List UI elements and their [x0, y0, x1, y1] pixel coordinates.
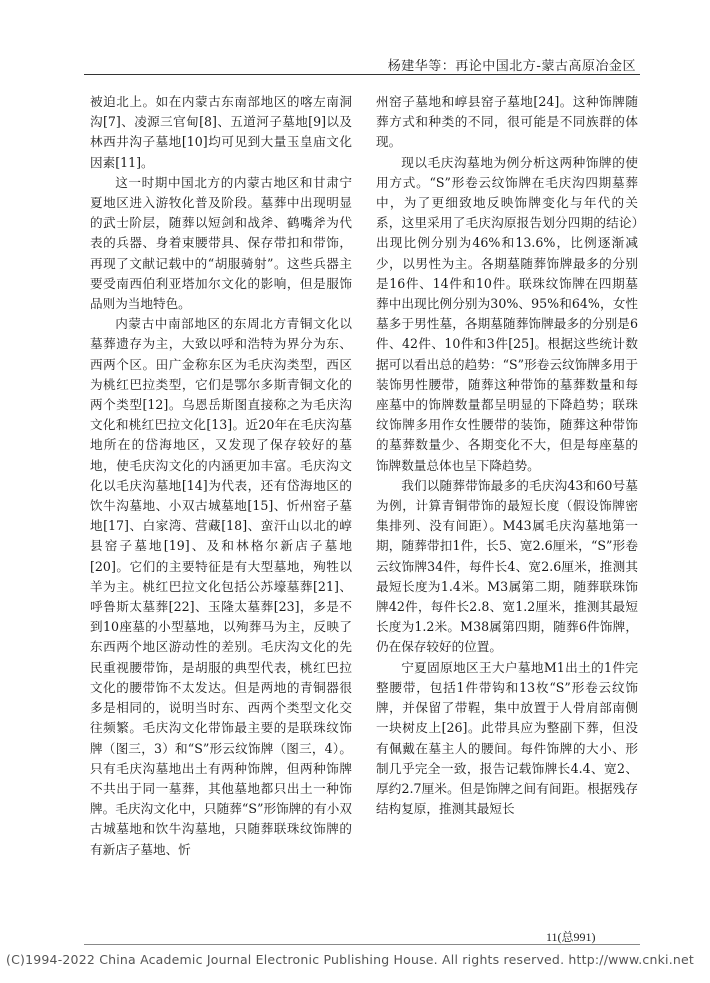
footer-rule	[84, 944, 640, 945]
paragraph: 州窑子墓地和崞县窑子墓地[24]。这种饰牌随葬方式和种类的不同，很可能是不同族群的体现。	[376, 94, 638, 150]
paragraph: 现以毛庆沟墓地为例分析这两种饰牌的使用方式。“S”形卷云纹饰牌在毛庆沟四期墓葬中，为了更细致地反映饰牌变化与年代的关系，这里采用了毛庆沟原报告划分四期的结论）出现比例分别为46%和13.6%，比例逐渐减少，以男性为主。各期墓随葬饰牌最多的分别是16件、14件和10件。联珠纹饰牌在四期墓葬中出现比例分别为30%、95%和64%，女性墓多于男性墓，各期墓随葬饰牌最多的分别是6件、42件、10件和3件[25]。根据这些统计数据可以看出总的趋势：“S”形卷云纹饰牌多用于装饰男性腰带，随葬这种带饰的墓葬数量和每座墓中的饰牌数量都呈明显的下降趋势；联珠纹饰牌多用作女性腰带的装饰，随葬这种带饰的墓葬数量少、各期变化不大，但是每座墓的饰牌数量总体也呈下降趋势。	[376, 154, 638, 473]
paragraph: 被迫北上。如在内蒙古东南部地区的喀左南洞沟[7]、凌源三官甸[8]、五道河子墓地[9]以及林西井沟子墓地[10]均可见到大量玉皇庙文化因素[11]。	[90, 94, 352, 170]
paragraph: 这一时期中国北方的内蒙古地区和甘肃宁夏地区进入游牧化普及阶段。墓葬中出现明显的武士阶层，随葬以短剑和战斧、鹤嘴斧为代表的兵器、身着束腰带具、保存带扣和带饰，再现了文献记载中的“胡服骑射”。这些兵器主要受南西伯利亚塔加尔文化的影响，但是服饰品则为当地特色。	[90, 174, 352, 312]
running-header: 杨建华等：再论中国北方-蒙古高原冶金区	[387, 59, 636, 74]
paragraph: 内蒙古中南部地区的东周北方青铜文化以墓葬遗存为主，大致以呼和浩特为界分为东、西两个区。田广金称东区为毛庆沟类型，西区为桃红巴拉类型，它们是鄂尔多斯青铜文化的两个类型[12]。乌恩岳斯图直接称之为毛庆沟文化和桃红巴拉文化[13]。近20年在毛庆沟墓地所在的岱海地区，又发现了保存较好的墓地，使毛庆沟文化的内涵更加丰富。毛庆沟文化以毛庆沟墓地[14]为代表，还有岱海地区的饮牛沟墓地、小双古城墓地[15]、忻州窑子墓地[17]、白家湾、营藏[18]、蛮汗山以北的崞县窑子墓地[19]、及和林格尔新店子墓地[20]。它们的主要特征是有大型墓地，殉牲以羊为主。桃红巴拉文化包括公苏壕墓葬[21]、呼鲁斯太墓葬[22]、玉隆太墓葬[23]，多是不到10座墓的小型墓地，以殉葬马为主，反映了东西两个地区游动性的差别。毛庆沟文化的先民重视腰带饰，是胡服的典型代表，桃红巴拉文化的腰带饰不太发达。但是两地的青铜器很多是相同的，说明当时东、西两个类型文化交往频繁。毛庆沟文化带饰最主要的是联珠纹饰牌（图三，3）和“S”形云纹饰牌（图三，4）。只有毛庆沟墓地出土有两种饰牌，但两种饰牌不共出于同一墓葬，其他墓地都只出土一种饰牌。毛庆沟文化中，只随葬“S”形饰牌的有小双古城墓地和饮牛沟墓地，只随葬联珠纹饰牌的有新店子墓地、忻	[90, 316, 352, 857]
paragraph: 宁夏固原地区王大户墓地M1出土的1件完整腰带，包括1件带钩和13枚“S”形卷云纹饰牌，并保留了带鞓，集中放置于人骨肩部南侧一块树皮上[26]。此带具应为整副下葬，但没有佩戴在墓主人的腰间。每件饰牌的大小、形制几乎完全一致，报告记载饰牌长4.4、宽2、厚约2.7厘米。但是饰牌之间有间距。根据残存结构复原，推测其最短长	[376, 659, 638, 817]
left-column	[90, 92, 352, 860]
paragraph: 我们以随葬带饰最多的毛庆沟43和60号墓为例，计算青铜带饰的最短长度（假设饰牌密集排列、没有间距）。M43属毛庆沟墓地第一期，随葬带扣1件，长5、宽2.6厘米，“S”形卷云纹饰牌34件，每件长4、宽2.6厘米，推测其最短长度为1.4米。M3属第二期，随葬联珠饰牌42件，每件长2.8、宽1.2厘米，推测其最短长度为1.2米。M38属第四期，随葬6件饰牌，仍在保存较好的位置。	[376, 477, 638, 655]
right-column	[376, 92, 638, 819]
page-number: 11(总991)	[546, 930, 596, 944]
header-rule	[84, 74, 640, 75]
copyright-notice: (C)1994-2022 China Academic Journal Electronic Publishing House. All rights reserved. http://www.cnki.net	[6, 952, 694, 967]
